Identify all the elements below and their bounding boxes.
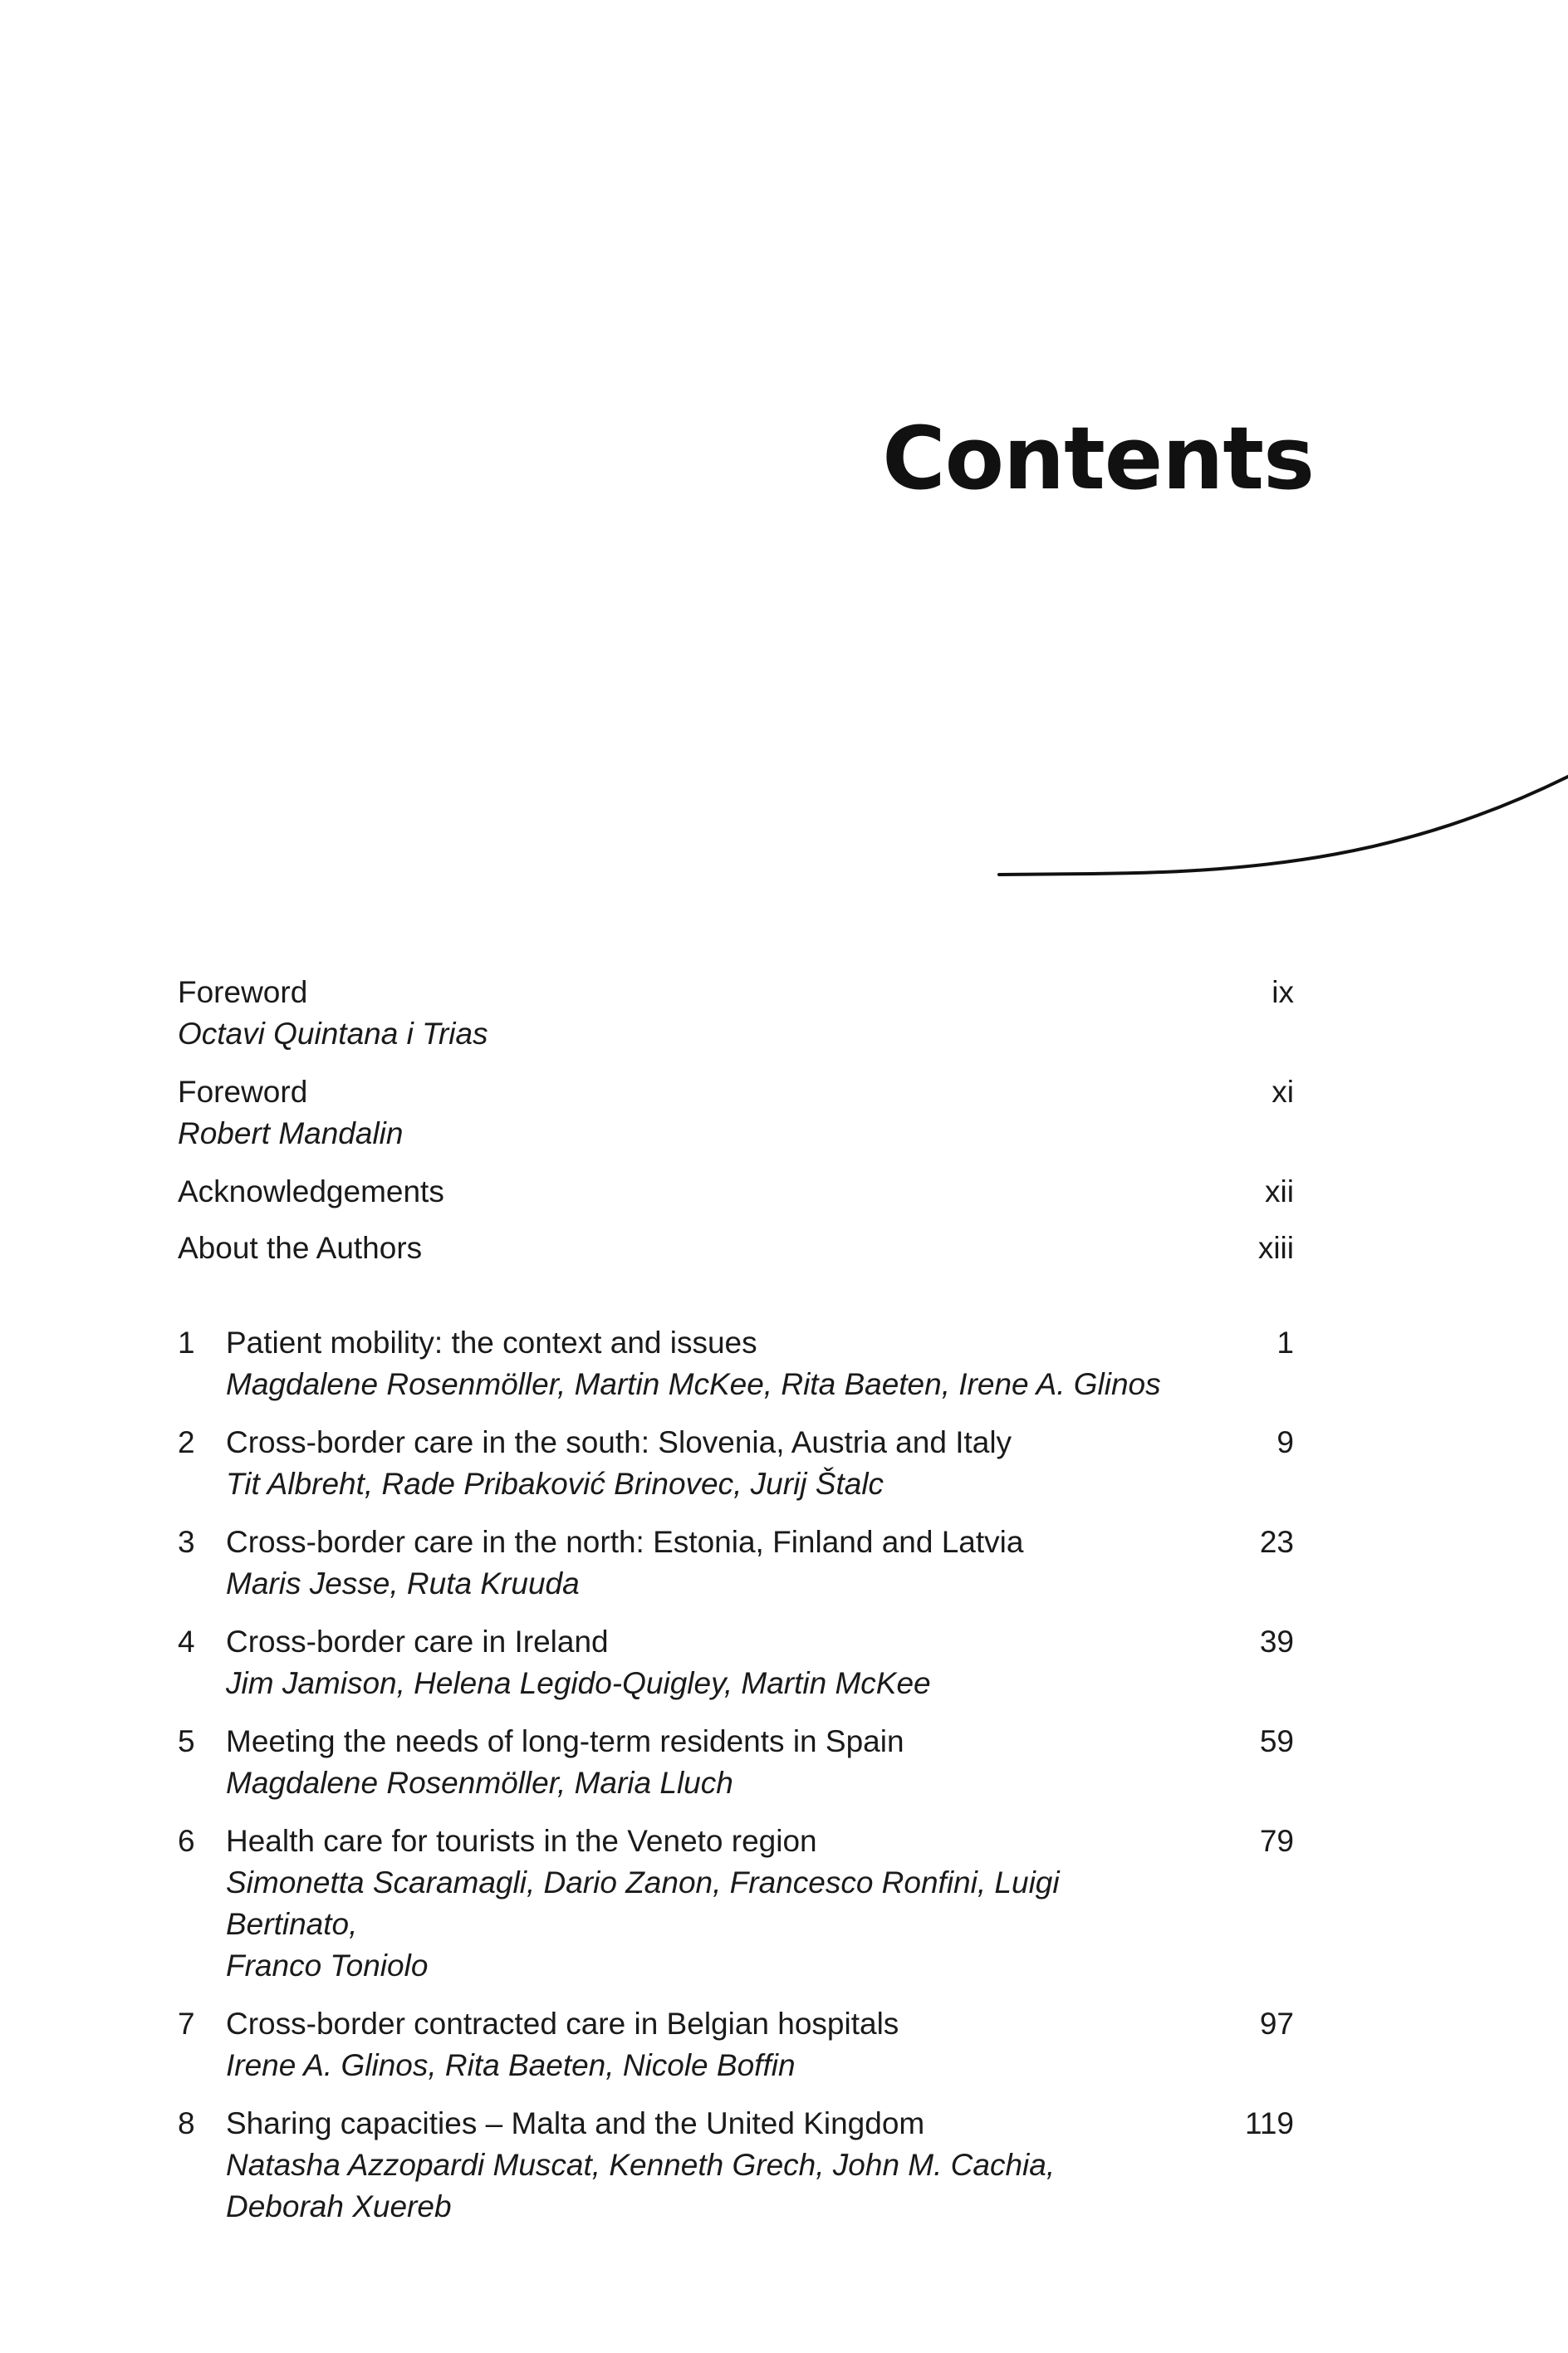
chapter-authors: Jim Jamison, Helena Legido-Quigley, Martin McKee [226, 1666, 931, 1700]
entry-page-number: xiii [1257, 1231, 1294, 1265]
chapter-number: 7 [178, 2007, 195, 2041]
chapter-authors: Magdalene Rosenmöller, Maria Lluch [226, 1766, 733, 1800]
toc-entry-acknowledgements[interactable] [178, 1171, 1294, 1213]
entry-title: Foreword [178, 1075, 308, 1109]
chapter-number: 3 [178, 1525, 195, 1559]
chapter-number: 5 [178, 1724, 195, 1758]
toc-entry-chapter-5[interactable] [178, 1721, 1294, 1804]
entry-page-number: 39 [1259, 1625, 1294, 1659]
toc-entry-chapter-3[interactable] [178, 1522, 1294, 1605]
entry-page-number: 9 [1276, 1425, 1294, 1459]
toc-entry-chapter-1[interactable] [178, 1322, 1294, 1405]
toc-entry-chapter-6[interactable] [178, 1821, 1294, 1987]
entry-page-number: ix [1272, 975, 1294, 1009]
chapter-authors-continued: Franco Toniolo [226, 1949, 429, 1983]
table-of-contents [178, 972, 1294, 2244]
chapter-title: Health care for tourists in the Veneto region [226, 1824, 817, 1858]
chapter-title: Cross-border care in the south: Slovenia, Austria and Italy [226, 1425, 1012, 1459]
chapter-authors: Maris Jesse, Ruta Kruuda [226, 1566, 580, 1601]
chapter-title: Cross-border care in the north: Estonia, Finland and Latvia [226, 1525, 1024, 1559]
toc-entry-foreword-2[interactable] [178, 1071, 1294, 1154]
chapter-number: 8 [178, 2106, 195, 2140]
entry-page-number: xii [1265, 1174, 1294, 1208]
chapter-authors: Natasha Azzopardi Muscat, Kenneth Grech, John M. Cachia, [226, 2148, 1056, 2182]
chapter-title: Sharing capacities – Malta and the United Kingdom [226, 2106, 925, 2140]
page-title: Contents [882, 408, 1314, 509]
entry-page-number: 97 [1259, 2007, 1294, 2041]
toc-entry-chapter-7[interactable] [178, 2003, 1294, 2086]
entry-title: Foreword [178, 975, 308, 1009]
toc-entry-foreword-1[interactable] [178, 972, 1294, 1055]
entry-page-number: xi [1272, 1075, 1294, 1109]
entry-title: Acknowledgements [178, 1174, 444, 1208]
chapter-number: 6 [178, 1824, 195, 1858]
chapter-number: 1 [178, 1326, 195, 1360]
entry-page-number: 119 [1245, 2106, 1294, 2140]
toc-entry-chapter-2[interactable] [178, 1422, 1294, 1505]
decorative-swoosh [992, 764, 1568, 880]
entry-author: Octavi Quintana i Trias [178, 1017, 488, 1051]
toc-entry-chapter-4[interactable] [178, 1621, 1294, 1704]
chapter-authors: Tit Albreht, Rade Pribaković Brinovec, Jurij Štalc [226, 1467, 884, 1501]
chapter-authors: Irene A. Glinos, Rita Baeten, Nicole Boffin [226, 2048, 796, 2082]
entry-author: Robert Mandalin [178, 1116, 404, 1150]
chapter-authors: Magdalene Rosenmöller, Martin McKee, Rita Baeten, Irene A. Glinos [226, 1367, 1161, 1401]
entry-page-number: 79 [1259, 1824, 1294, 1858]
entry-page-number: 1 [1276, 1326, 1294, 1360]
entry-title: About the Authors [178, 1231, 423, 1265]
chapter-title: Cross-border care in Ireland [226, 1625, 609, 1659]
chapter-title: Meeting the needs of long-term residents in Spain [226, 1724, 904, 1758]
chapter-number: 2 [178, 1425, 195, 1459]
chapter-number: 4 [178, 1625, 195, 1659]
chapter-title: Cross-border contracted care in Belgian hospitals [226, 2007, 899, 2041]
entry-page-number: 59 [1259, 1724, 1294, 1758]
chapter-authors-continued: Deborah Xuereb [226, 2189, 452, 2223]
entry-page-number: 23 [1259, 1525, 1294, 1559]
chapter-authors: Simonetta Scaramagli, Dario Zanon, Francesco Ronfini, Luigi Bertinato, [226, 1865, 1060, 1941]
section-spacer [178, 1269, 1294, 1322]
toc-entry-about-authors[interactable] [178, 1228, 1294, 1269]
chapter-title: Patient mobility: the context and issues [226, 1326, 757, 1360]
toc-entry-chapter-8[interactable] [178, 2103, 1294, 2228]
